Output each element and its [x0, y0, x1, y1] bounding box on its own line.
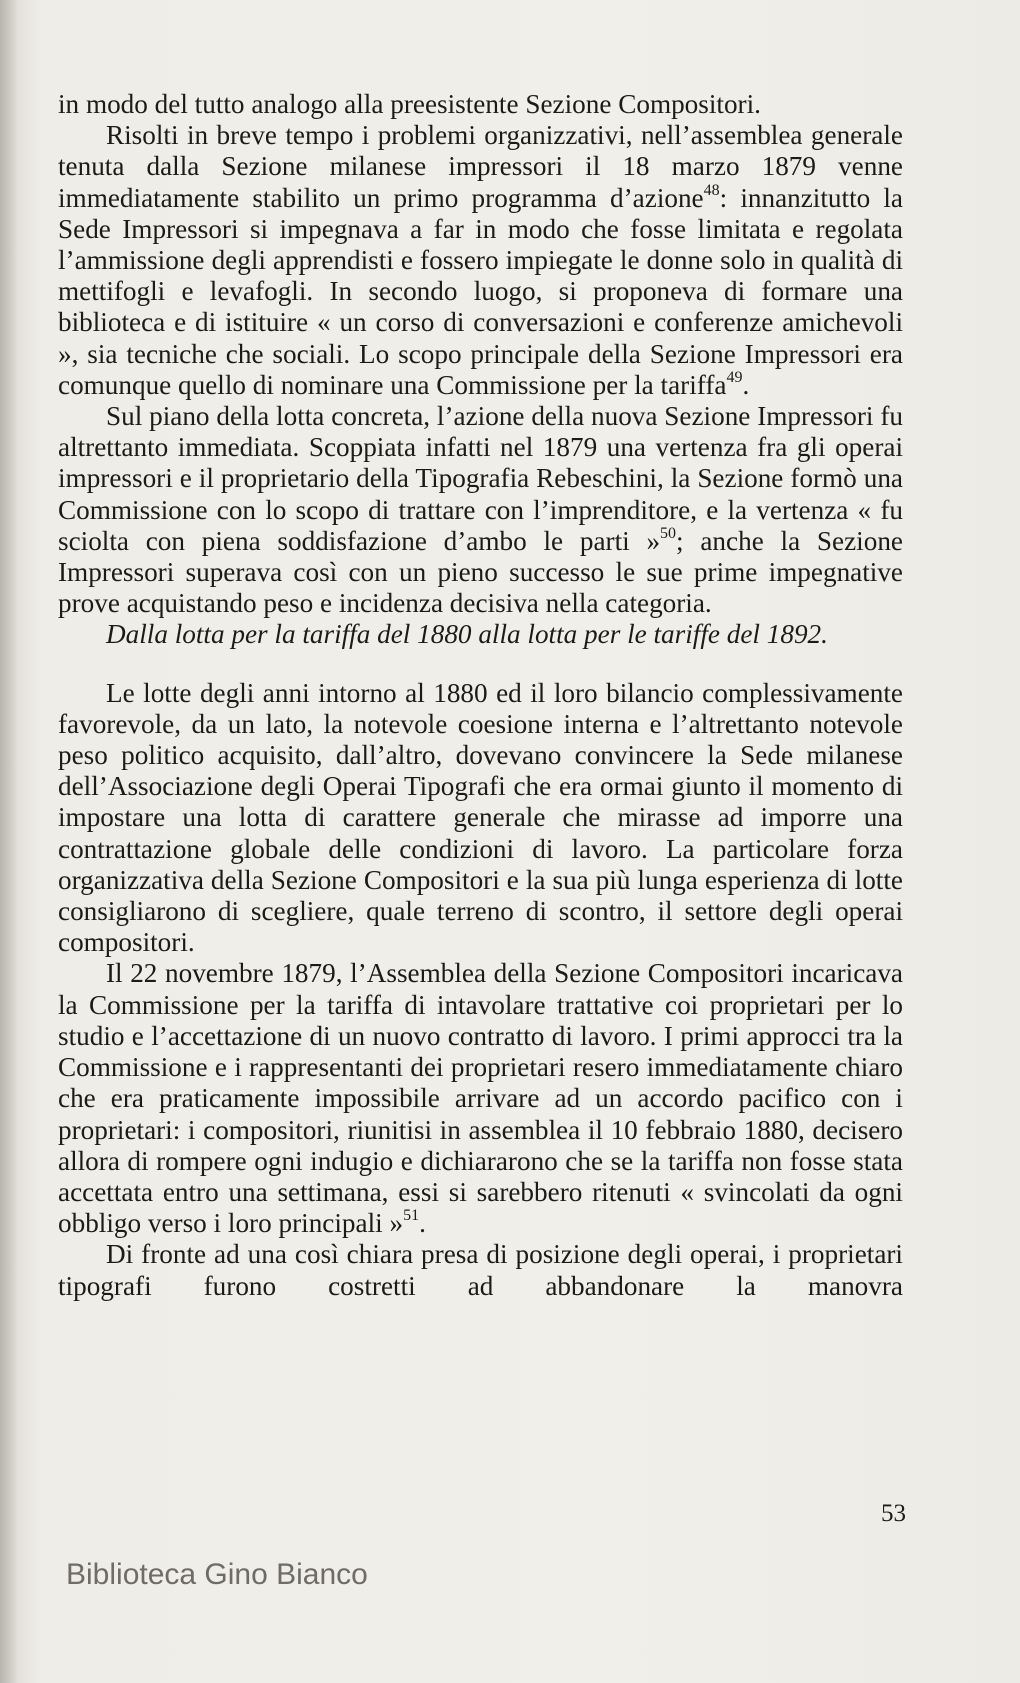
paragraph-4: [58, 678, 903, 959]
section-heading: Dalla lotta per la tariffa del 1880 alla lotta per le tariffe del 1892.: [106, 619, 828, 650]
page-number: 53: [881, 1500, 906, 1527]
paragraph-5: [58, 958, 903, 1239]
paragraph-text: Il 22 novembre 1879, l’Assemblea della Sezione Compositori incaricava la Commissione per la tariffa di intavolare trattative coi proprietari per lo studio e l’accettazione di un nuovo contratto di lavoro. I primi approcci tra la Commissione e i rappresentanti dei proprietari resero immediatamente chiaro che era praticamente impossibile arrivare ad un accordo pacifico con i proprietari: i compositori, riunitisi in assemblea il 10 febbraio 1880, decisero allora di rompere ogni indugio e dichiararono che se la tariffa non fosse stata accettata entro una settimana, essi si sarebbero ritenuti « svincolati da ogni obbligo verso i loro principali »: [58, 958, 903, 1239]
paragraph-text: Sul piano della lotta concreta, l’azione della nuova Sezione Impressori fu altrettanto immediata. Scoppiata infatti nel 1879 una vertenza fra gli operai impressori e il proprietario della Tipografia Rebeschini, la Sezione formò una Commissione con lo scopo di trattare con l’imprenditore, e la vertenza « fu sciolta con piena soddisfazione d’ambo le parti »: [58, 401, 903, 556]
paragraph-text: in modo del tutto analogo alla preesistente Sezione Compositori.: [58, 89, 761, 119]
footnote-ref-51: 51: [403, 1207, 420, 1225]
paragraph-text: .: [419, 1208, 426, 1239]
body-text: [58, 89, 903, 1302]
paragraph-text: Risolti in breve tempo i problemi organizzativi, nell’assemblea generale tenuta dalla Sezione milanese impressori il 18 marzo 1879 venne immediatamente stabilito un primo programma d’azione: [58, 120, 903, 213]
paragraph-3: [58, 401, 903, 619]
library-watermark: Biblioteca Gino Bianco: [66, 1558, 368, 1591]
paragraph-1: [58, 89, 903, 120]
paragraph-text: Le lotte degli anni intorno al 1880 ed il loro bilancio complessivamente favorevole, da un lato, la notevole coesione interna e l’altrettanto notevole peso politico acquisito, dall’altro, dovevano convincere la Sede milanese dell’Associazione degli Operai Tipografi che era ormai giunto il momento di impostare una lotta di carattere generale che mirasse ad imporre una contrattazione globale delle condizioni di lavoro. La particolare forza organizzativa della Sezione Compositori e la sua più lunga esperienza di lotte consigliarono di scegliere, quale terreno di scontro, il settore degli operai compositori.: [58, 677, 903, 958]
paragraph-text: ; anche la Sezione Impressori superava così con un pieno successo le sue prime impegnative prove acquistando peso e incidenza decisiva nella categoria.: [58, 525, 903, 619]
paragraph-text: : innanzitutto la Sede Impressori si impegnava a far in modo che fosse limitata e regolata l’ammissione degli apprendisti e fossero impiegate le donne solo in qualità di mettifogli e levafogli. In secondo luogo, si proponeva di formare una biblioteca e di istituire « un corso di conversazioni e conferenze amichevoli », sia tecniche che sociali. Lo scopo principale della Sezione Impressori era comunque quello di nominare una Commissione per la tariffa: [58, 182, 903, 400]
paragraph-6: [58, 1239, 903, 1301]
paragraph-2: [58, 120, 903, 401]
paragraph-text: .: [742, 369, 750, 400]
footnote-ref-49: 49: [726, 368, 743, 386]
footnote-ref-50: 50: [660, 524, 677, 542]
footnote-ref-48: 48: [703, 181, 720, 199]
paragraph-text: Di fronte ad una così chiara presa di posizione degli operai, i proprietari tipografi furono costretti ad abbandonare la manovra: [58, 1239, 903, 1301]
